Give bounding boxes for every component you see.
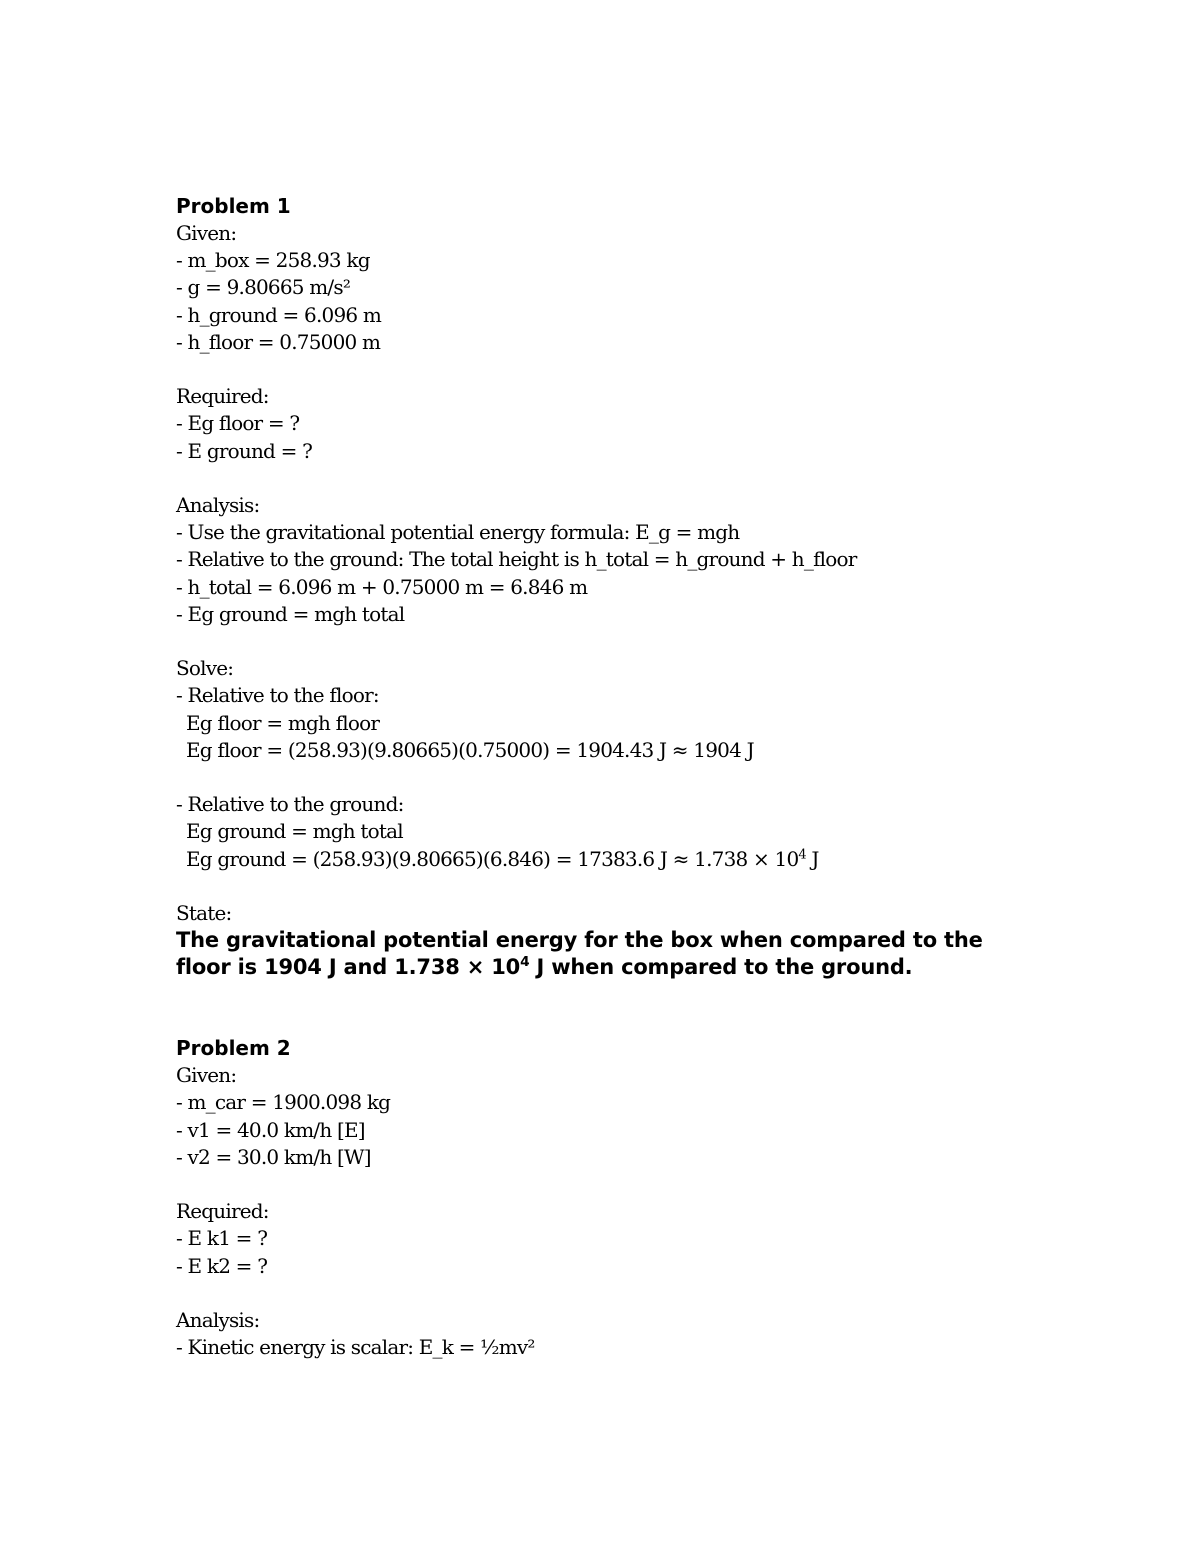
- analysis-label: Analysis:: [176, 1308, 260, 1332]
- given-item: - v2 = 30.0 km/h [W]: [176, 1144, 371, 1169]
- solve-ground-calculation: [176, 846, 1076, 873]
- spacer: [176, 1280, 1076, 1307]
- problem-2-section: [176, 1034, 1076, 1361]
- section-spacer: [176, 981, 1076, 1034]
- analysis-label: Analysis:: [176, 493, 260, 517]
- given-label: Given:: [176, 1063, 237, 1088]
- problem-1-heading: Problem 1: [176, 194, 291, 218]
- given-item: - m_box = 258.93 kg: [176, 248, 370, 273]
- spacer: [176, 873, 1076, 900]
- solve-ground-formula: Eg ground = mgh total: [186, 819, 403, 844]
- given-item: - h_floor = 0.75000 m: [176, 329, 381, 354]
- solve-ground-exponent: 4: [798, 846, 806, 862]
- required-label: Required:: [176, 384, 269, 409]
- given-item: - h_ground = 6.096 m: [176, 302, 382, 327]
- required-label: Required:: [176, 1199, 269, 1224]
- required-item: - E k1 = ?: [176, 1226, 268, 1251]
- given-item: - m_car = 1900.098 kg: [176, 1090, 391, 1115]
- given-item: - v1 = 40.0 km/h [E]: [176, 1117, 365, 1142]
- analysis-item: - Eg ground = mgh total: [176, 601, 405, 626]
- problem-1-section: [176, 192, 1076, 981]
- conclusion-exponent: 4: [520, 954, 530, 971]
- conclusion-statement: [176, 927, 1036, 981]
- solve-ground-title: - Relative to the ground:: [176, 792, 404, 817]
- given-item: - g = 9.80665 m/s²: [176, 275, 351, 300]
- solve-ground-calc-main: Eg ground = (258.93)(9.80665)(6.846) = 17383.6 J ≈ 1.738 × 10: [186, 846, 799, 871]
- solve-floor-calculation: Eg floor = (258.93)(9.80665)(0.75000) = 1904.43 J ≈ 1904 J: [186, 737, 754, 762]
- solve-label: Solve:: [176, 656, 234, 681]
- spacer: [176, 628, 1076, 655]
- document-page: [176, 192, 1076, 1361]
- problem-2-heading: Problem 2: [176, 1036, 291, 1061]
- spacer: [176, 356, 1076, 383]
- spacer: [176, 1171, 1076, 1198]
- required-item: - E ground = ?: [176, 438, 313, 463]
- spacer: [176, 764, 1076, 791]
- analysis-item: - Relative to the ground: The total height is h_total = h_ground + h_floor: [176, 547, 857, 572]
- conclusion-main: The gravitational potential energy for the box when compared to the floor is 1904 J and 1.738 × 10: [176, 928, 983, 980]
- required-item: - Eg floor = ?: [176, 411, 300, 436]
- analysis-item: - Kinetic energy is scalar: E_k = ½mv²: [176, 1335, 535, 1360]
- analysis-item: - h_total = 6.096 m + 0.75000 m = 6.846 m: [176, 574, 588, 599]
- solve-floor-formula: Eg floor = mgh floor: [186, 710, 380, 735]
- given-label: Given:: [176, 221, 237, 245]
- state-label: State:: [176, 901, 232, 925]
- solve-floor-title: - Relative to the floor:: [176, 683, 379, 708]
- required-item: - E k2 = ?: [176, 1253, 268, 1278]
- conclusion-end: J when compared to the ground.: [529, 955, 913, 980]
- analysis-item: - Use the gravitational potential energy formula: E_g = mgh: [176, 520, 740, 545]
- spacer: [176, 465, 1076, 492]
- solve-ground-calc-unit: J: [805, 846, 819, 871]
